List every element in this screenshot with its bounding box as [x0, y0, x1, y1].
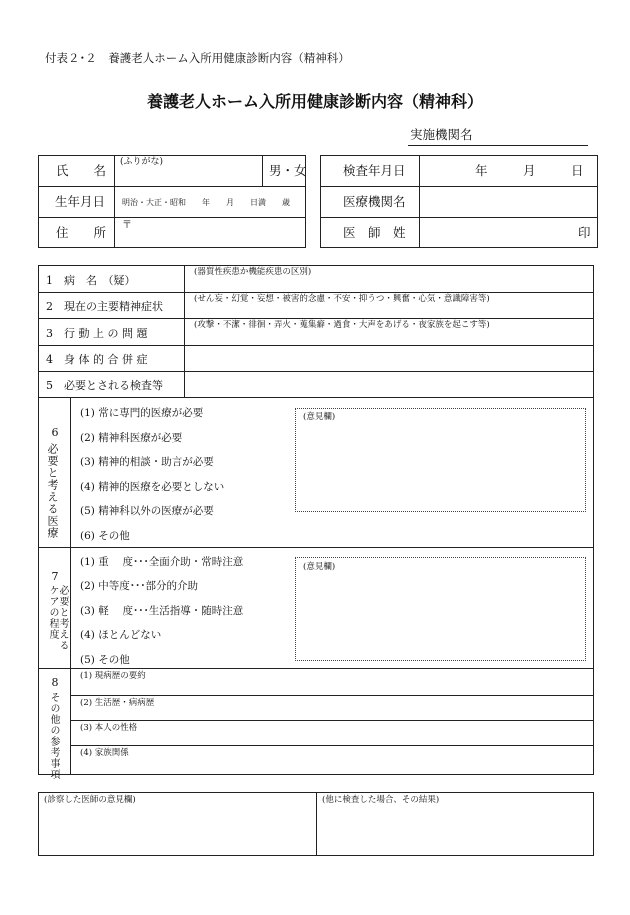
row-label: 2 現在の主要精神症状 — [46, 300, 163, 313]
section6-item[interactable]: (2) 精神科医療が必要 — [80, 432, 183, 444]
sex-field[interactable]: 男・女 — [269, 163, 307, 178]
section7-opinion-label: (意見欄) — [303, 562, 336, 572]
row-label: 3 行 動 上 の 問 題 — [46, 327, 148, 340]
page-title: 養護老人ホーム入所用健康診断内容（精神科） — [146, 92, 483, 111]
section6-opinion-label: (意見欄) — [303, 412, 336, 422]
section7-title: 必要と考えるケアの程度 — [47, 585, 68, 651]
postal-mark[interactable]: 〒 — [122, 220, 132, 231]
seal-mark: 印 — [578, 225, 591, 240]
section8-item[interactable]: (4) 家族関係 — [80, 748, 129, 758]
dob-field[interactable]: 明治・大正・昭和 年 月 日満 歳 — [122, 198, 290, 207]
section6-item[interactable]: (3) 精神的相談・助言が必要 — [80, 456, 214, 468]
doctor-opinion-label[interactable]: (診察した医師の意見欄) — [44, 795, 136, 805]
section7-opinion-box[interactable] — [295, 557, 586, 661]
row-note: (攻撃・不潔・徘徊・弄火・蒐集癖・過食・大声をあげる・夜家族を起こす等) — [194, 320, 490, 330]
row-note: (せん妄・幻覚・妄想・被害的念慮・不安・抑うつ・興奮・心気・意識障害等) — [194, 294, 490, 304]
section8-item[interactable]: (3) 本人の性格 — [80, 723, 138, 733]
institution-label: 実施機関名 — [410, 127, 473, 142]
section8-title: その他の参考事項 — [48, 692, 59, 780]
exam-date-label: 検査年月日 — [343, 163, 406, 178]
section6-title: 必要と考える医療 — [46, 443, 59, 539]
section6-opinion-box[interactable] — [295, 408, 586, 512]
section8-number: 8 — [51, 676, 59, 689]
section6-number: 6 — [51, 426, 59, 439]
section7-item[interactable]: (2) 中等度･･･部分的介助 — [80, 580, 198, 592]
section7-item[interactable]: (1) 重 度･･･全面介助・常時注意 — [80, 556, 244, 568]
section6-item[interactable]: (1) 常に専門的医療が必要 — [80, 407, 204, 419]
doctor-label: 医 師 姓 — [343, 225, 406, 240]
section6-item[interactable]: (5) 精神科以外の医療が必要 — [80, 505, 214, 517]
other-exam-label[interactable]: (他に検査した場合、その結果) — [322, 795, 440, 805]
section8-item[interactable]: (1) 現病歴の要約 — [80, 671, 146, 681]
row-label: 5 必要とされる検査等 — [46, 379, 163, 392]
address-label: 住 所 — [56, 225, 107, 240]
section7-number: 7 — [51, 570, 59, 583]
section6-item[interactable]: (4) 精神的医療を必要としない — [80, 481, 225, 493]
facility-label: 医療機関名 — [343, 194, 406, 209]
section7-item[interactable]: (5) その他 — [80, 654, 130, 666]
furigana-label: (ふりがな) — [120, 157, 164, 167]
institution-underline[interactable] — [408, 145, 588, 146]
section6-item[interactable]: (6) その他 — [80, 530, 130, 542]
exam-date-month[interactable]: 月 — [523, 163, 536, 178]
attachment-caption: 付表２･２ 養護老人ホーム入所用健康診断内容（精神科） — [45, 51, 350, 65]
row-label: 1 病 名 （疑） — [46, 274, 136, 287]
dob-label: 生年月日 — [55, 194, 106, 209]
section7-item[interactable]: (3) 軽 度･･･生活指導・随時注意 — [80, 605, 244, 617]
row-label: 4 身 体 的 合 併 症 — [46, 353, 148, 366]
exam-date-year[interactable]: 年 — [475, 163, 488, 178]
row-note: (器質性疾患か機能疾患の区別) — [194, 267, 312, 277]
section7-item[interactable]: (4) ほとんどない — [80, 629, 162, 641]
name-label: 氏 名 — [56, 163, 107, 178]
section8-item[interactable]: (2) 生活歴・病病歴 — [80, 698, 155, 708]
exam-date-day[interactable]: 日 — [571, 163, 584, 178]
